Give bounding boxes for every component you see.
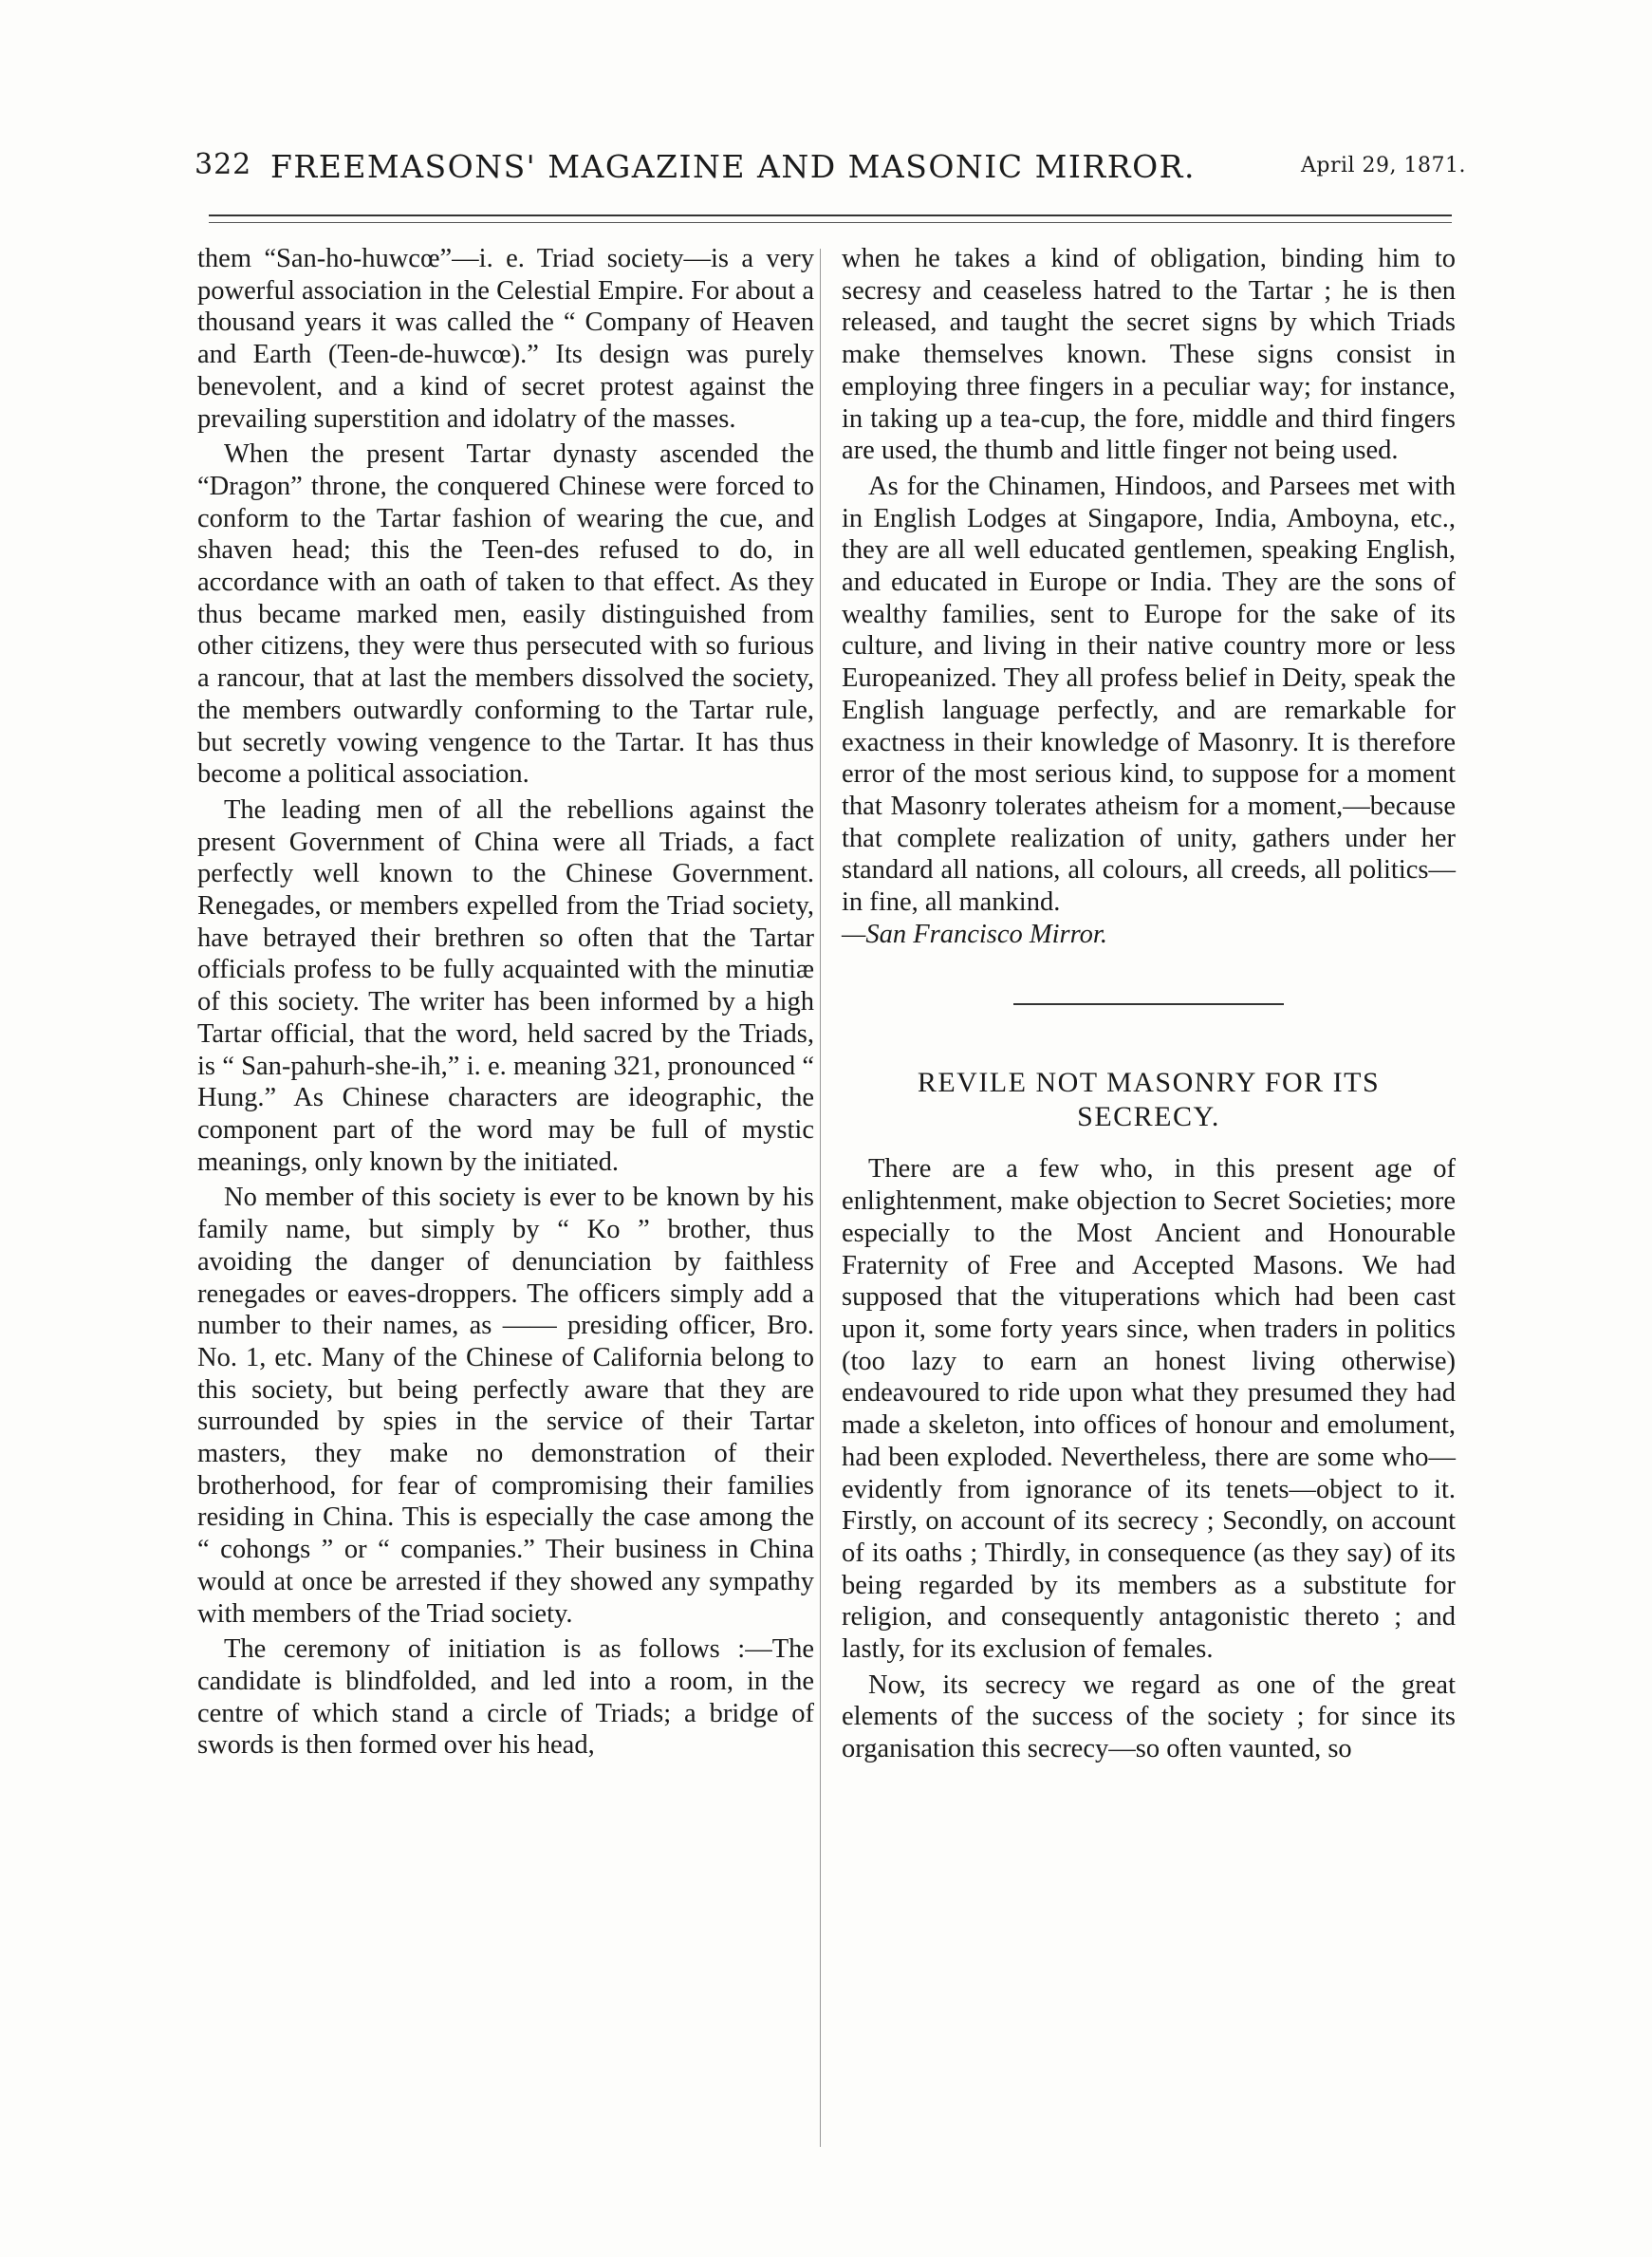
paragraph: The ceremony of initiation is as follows :—The candidate is blindfolded, and led into a room, in the centre of which stand a circle of Triads; a bridge of swords is then formed over his head, (197, 1634, 814, 1761)
page-header (195, 148, 1466, 196)
header-rule (209, 215, 1452, 216)
paragraph: There are a few who, in this present age of enlightenment, make objection to Secret Societies; more especially to the Most Ancient and Honourable Fraternity of Free and Accepted Masons. We had supposed that the vituperations which had been cast upon it, some forty years since, when traders in politics (too lazy to earn an honest living otherwise) endeavoured to ride upon what they presumed they had made a skeleton, into offices of honour and emolument, had been exploded. Nevertheless, there are some who—evidently from ignorance of its tenets—object to it. Firstly, on account of its secrecy ; Secondly, on account of its oaths ; Thirdly, in consequence (as they say) of its being regarded by its members as a substitute for religion, and consequently antagonistic thereto ; and lastly, for its exclusion of females. (842, 1154, 1456, 1665)
paragraph: Now, its secrecy we regard as one of the great elements of the success of the society ; for since its organisation this secrecy—so often vaunted, so (842, 1669, 1456, 1764)
header-rule-thin (209, 222, 1452, 223)
running-title: FREEMASONS' MAGAZINE AND MASONIC MIRROR. (270, 148, 1196, 185)
source-attribution: —San Francisco Mirror. (842, 919, 1107, 949)
section-divider (1013, 1003, 1284, 1005)
page-number: 322 (195, 148, 252, 181)
issue-date: April 29, 1871. (1300, 154, 1466, 177)
paragraph: When the present Tartar dynasty ascended the “Dragon” throne, the conquered Chinese were forced to conform to the Tartar fashion of wearing the cue, and shaven head; this the Teen-des refused to do, in accordance with an oath of taken to that effect. As they thus became marked men, easily distinguished from other citizens, they were thus persecuted with so furious a rancour, that at last the members dissolved the society, the members outwardly conforming to the Tartar rule, but secretly vowing vengence to the Tartar. It has thus become a political association. (197, 439, 814, 790)
left-column (197, 243, 814, 1762)
article-title: REVILE NOT MASONRY FOR ITS SECRECY. (917, 1067, 1381, 1133)
paragraph: The leading men of all the rebellions against the present Government of China were all Triads, a fact perfectly well known to the Chinese Government. Renegades, or members expelled from the Triad society, have betrayed their brethren so often that the Tartar officials profess to be fully acquainted with the minutiæ of this society. The writer has been informed by a high Tartar official, that the word, held sacred by the Triads, is “ San-pahurh-she-ih,” i. e. meaning 321, pronounced “ Hung.” As Chinese characters are ideographic, the component part of the word may be full of mystic meanings, only known by the initiated. (197, 794, 814, 1177)
paragraph: No member of this society is ever to be known by his family name, but simply by “ Ko ” brother, thus avoiding the danger of denunciation by faithless renegades or eaves-droppers. The officers simply add a number to their names, as —— presiding officer, Bro. No. 1, etc. Many of the Chinese of California belong to this society, but being perfectly aware that they are surrounded by spies in the service of their Tartar masters, they make no demonstration of their brotherhood, for fear of compromising their families residing in China. This is especially the case among the “ cohongs ” or “ companies.” Their business in China would at once be arrested if they showed any sympathy with members of the Triad society. (197, 1183, 814, 1629)
paragraph: when he takes a kind of obligation, binding him to secresy and ceaseless hatred to the Tartar ; he is then released, and taught the secret signs by which Triads make themselves known. These signs consist in employing three fingers in a peculiar way; for instance, in taking up a tea-cup, the fore, middle and third fingers are used, the thumb and little finger not being used. (842, 244, 1456, 466)
column-divider (820, 249, 821, 2147)
right-column (842, 243, 1456, 1765)
paragraph: As for the Chinamen, Hindoos, and Parsees met with in English Lodges at Singapore, India, Amboyna, etc., they are all well educated gentlemen, speaking English, and educated in Europe or India. They are the sons of wealthy families, sent to Europe for the sake of its culture, and living in their native country more or less Europeanized. They all profess belief in Deity, speak the English language perfectly, and are remarkable for exactness in their knowledge of Masonry. It is therefore error of the most serious kind, to suppose for a moment that Masonry tolerates atheism for a moment,—because that complete realization of unity, gathers under her standard all nations, all colours, all creeds, all politics—in fine, all mankind. (842, 471, 1456, 918)
paragraph: them “San-ho-huwcœ”—i. e. Triad society—is a very powerful association in the Celestial Empire. For about a thousand years it was called the “ Company of Heaven and Earth (Teen-de-huwcœ).” Its design was purely benevolent, and a kind of secret protest against the prevailing superstition and idolatry of the masses. (197, 244, 814, 434)
